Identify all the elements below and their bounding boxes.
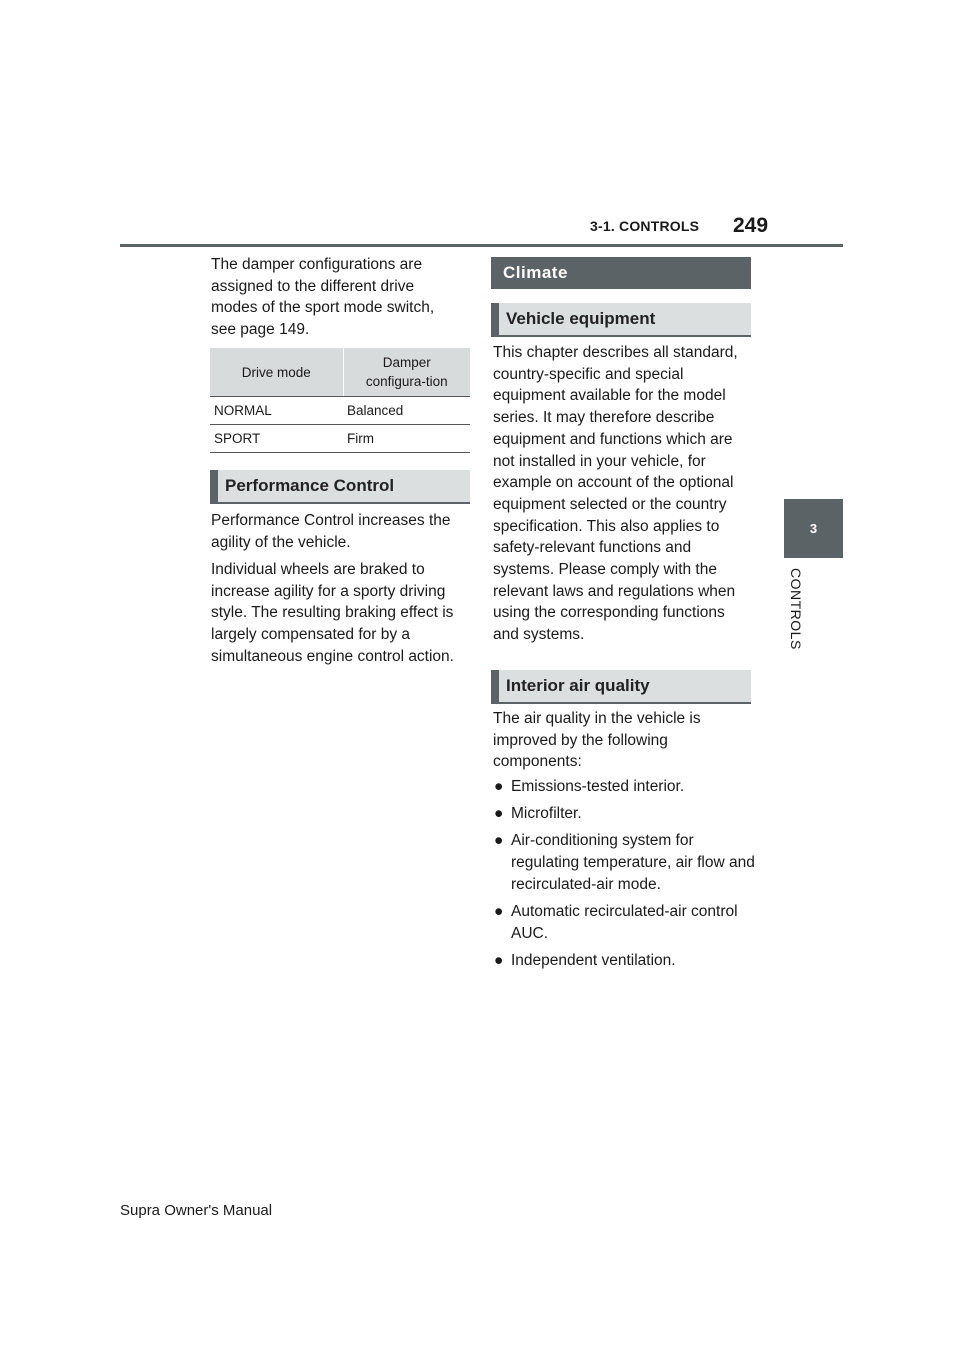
- list-item: ● Independent ventilation.: [493, 950, 755, 972]
- heading-text: Vehicle equipment: [506, 309, 656, 328]
- climate-heading: [491, 257, 751, 289]
- table-header-row: [210, 348, 470, 397]
- list-item: ● Emissions-tested interior.: [493, 776, 755, 798]
- vehicle-equipment-paragraph: This chapter describes all standard, country-specific and special equipment available for the model series. It may therefore describe equipment and functions which are not installed in your vehicle, for example on account of the optional equipment selected or the country specification. This also applies to safety-relevant functions and systems. Please comply with the relevant laws and regulations when using the corresponding functions and systems.: [493, 344, 738, 644]
- page-number: 249: [733, 214, 769, 237]
- chapter-label: CONTROLS: [788, 568, 804, 650]
- heading-text: Performance Control: [225, 476, 395, 495]
- table-cell: NORMAL: [210, 397, 343, 425]
- list-item: ● Microfilter.: [493, 803, 755, 825]
- air-quality-list: [493, 776, 755, 977]
- section-title: 3-1. CONTROLS: [590, 218, 700, 234]
- vehicle-equipment-heading: [491, 303, 751, 337]
- table-header-cell: Damper configura-tion: [343, 348, 470, 397]
- bullet-icon: ●: [494, 903, 504, 921]
- bullet-icon: ●: [494, 832, 504, 850]
- list-item: ● Air-conditioning system for regulating temperature, air flow and recirculated-air mode.: [494, 832, 755, 893]
- performance-control-heading: [210, 470, 470, 504]
- chapter-tab[interactable]: [784, 499, 843, 558]
- performance-paragraph-1: Performance Control increases the agility of the vehicle.: [211, 512, 451, 551]
- bullet-icon: ●: [494, 951, 504, 969]
- table-cell: SPORT: [210, 425, 343, 453]
- table-row: [210, 425, 470, 453]
- interior-air-quality-heading: [491, 670, 751, 704]
- table-row: [210, 397, 470, 425]
- bullet-icon: ●: [494, 805, 504, 823]
- heading-text: Interior air quality: [506, 676, 650, 695]
- list-item: ● Automatic recirculated-air control AUC.: [494, 903, 738, 942]
- damper-intro-paragraph: The damper configurations are assigned to the different drive modes of the sport mode switch, see page 149.: [211, 256, 435, 339]
- bullet-icon: ●: [494, 778, 504, 795]
- table-header-cell: Drive mode: [210, 348, 343, 397]
- chapter-number: 3: [809, 521, 818, 536]
- heading-text: Climate: [503, 263, 568, 282]
- damper-table: [210, 348, 470, 453]
- header-divider: [120, 244, 843, 247]
- air-quality-paragraph: The air quality in the vehicle is improved by the following components:: [493, 710, 701, 771]
- table-cell: Firm: [343, 425, 470, 453]
- footer-text: Supra Owner's Manual: [120, 1202, 273, 1219]
- table-cell: Balanced: [343, 397, 470, 425]
- performance-paragraph-2: Individual wheels are braked to increase agility for a sporty driving style. The resulting braking effect is largely compensated for by a simultaneous engine control action.: [211, 561, 454, 665]
